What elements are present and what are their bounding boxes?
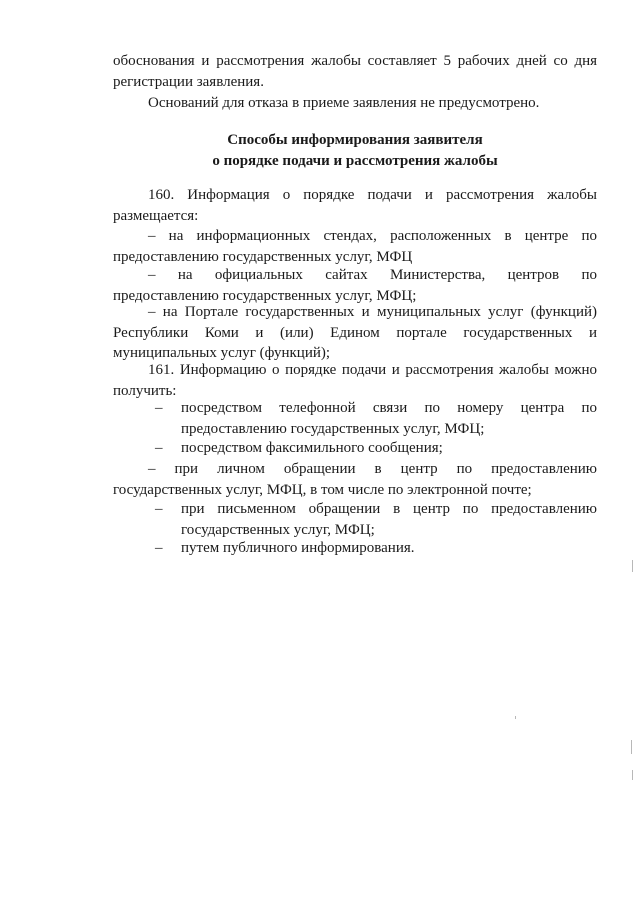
list-item (155, 538, 597, 559)
section-heading (113, 130, 597, 171)
list-item (155, 499, 597, 540)
text-line: получить: (113, 382, 177, 399)
dash-marker: – (155, 440, 163, 456)
paragraph-continuation (113, 51, 597, 92)
dash-marker: – (155, 501, 163, 517)
text-line: путем публичного информирования. (181, 540, 415, 556)
text-line: государственных услуг, МФЦ; (181, 521, 375, 538)
heading-line: о порядке подачи и рассмотрения жалобы (212, 152, 498, 169)
text-line: посредством телефонной связи по номеру центра по (181, 400, 597, 416)
text-line: 161. Информацию о порядке подачи и рассмотрения жалобы можно (148, 362, 597, 378)
paragraph-160 (113, 185, 597, 226)
text-line: при письменном обращении в центр по предоставлению (181, 501, 597, 517)
text-line: 160. Информация о порядке подачи и рассмотрения жалобы (148, 187, 597, 203)
text-line: предоставлению государственных услуг, МФЦ; (113, 287, 417, 304)
list-item (113, 302, 597, 364)
list-item (155, 398, 597, 439)
list-item (113, 226, 597, 267)
heading-line: Способы информирования заявителя (227, 132, 483, 148)
scan-artifact (515, 716, 516, 719)
dash-marker: – (155, 540, 163, 556)
scan-artifact (631, 740, 632, 754)
paragraph-161 (113, 360, 597, 401)
text-line: – при личном обращении в центр по предоставлению (148, 461, 597, 477)
scan-artifact (632, 560, 633, 572)
text-line: Оснований для отказа в приеме заявления не предусмотрено. (148, 95, 540, 111)
list-item (113, 459, 597, 500)
scan-artifact (632, 770, 633, 780)
text-line: предоставлению государственных услуг, МФЦ; (181, 420, 485, 437)
text-line: обоснования и рассмотрения жалобы составляет 5 рабочих дней со дня (113, 53, 597, 69)
dash-marker: – (155, 400, 163, 416)
list-item (113, 265, 597, 306)
text-line: муниципальных услуг (функций); (113, 345, 331, 361)
text-line: – на Порталe государственных и муниципальных услуг (функций) (148, 304, 597, 320)
text-line: предоставлению государственных услуг, МФЦ (113, 248, 413, 265)
text-line: размещается: (113, 207, 199, 224)
text-line: посредством факсимильного сообщения; (181, 440, 443, 456)
text-line: регистрации заявления. (113, 73, 264, 90)
paragraph-no-refusal (113, 93, 597, 114)
text-line: – на официальных сайтах Министерства, центров по (148, 267, 597, 283)
text-line: – на информационных стендах, расположенных в центре по (148, 228, 597, 244)
text-line: Республики Коми и (или) Едином портале государственных и (113, 324, 597, 341)
list-item (155, 438, 597, 459)
text-line: государственных услуг, МФЦ, в том числе по электронной почте; (113, 481, 532, 498)
